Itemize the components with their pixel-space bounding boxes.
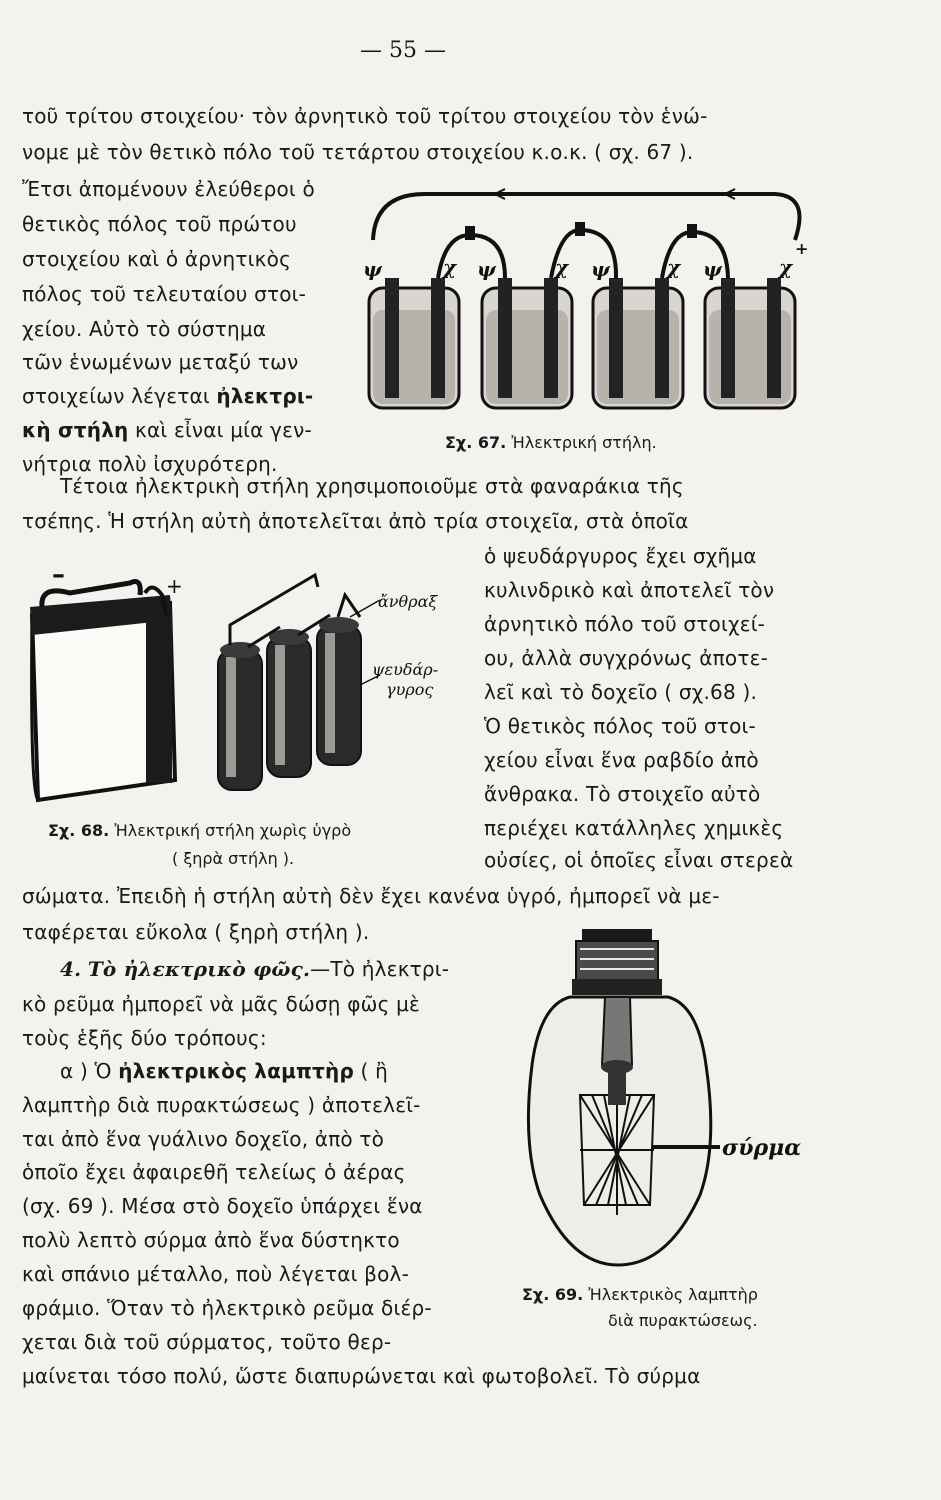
text-line: πολὺ λεπτὸ σύρμα ἀπὸ ἕνα δύστηκτο xyxy=(22,1228,400,1252)
plus-sign: + xyxy=(166,574,183,598)
text-line: οὐσίες, οἱ ὁποῖες εἶναι στερεὰ xyxy=(484,848,794,872)
minus-sign: – xyxy=(52,565,65,590)
text-line: Τέτοια ἠλεκτρικὴ στήλη χρησιμοποιοῦμε στὰ φαναράκια τῆς xyxy=(60,474,684,498)
bold-term: ἠλεκτρι- xyxy=(216,384,314,408)
figure-69-light-bulb xyxy=(510,925,830,1280)
bold-term: κὴ στήλη xyxy=(22,418,129,442)
text-line: κυλινδρικὸ καὶ ἀποτελεῖ τὸν xyxy=(484,578,775,602)
text-line: χείου. Αὐτὸ τὸ σύστημα xyxy=(22,317,267,341)
text-line: χείου εἶναι ἕνα ραβδίο ἀπὸ xyxy=(484,748,759,772)
text-line: τοῦ τρίτου στοιχείου· τὸν ἀρνητικὸ τοῦ τρίτου στοιχείου τὸν ἑνώ- xyxy=(22,104,708,128)
electrode-label: χ xyxy=(667,255,681,279)
text-line: Ἔτσι ἀπομένουν ἐλεύθεροι ὁ xyxy=(22,177,315,201)
text-line: τῶν ἑνωμένων μεταξύ των xyxy=(22,350,299,374)
plus-sign: + xyxy=(795,239,809,258)
figure-69-caption: Σχ. 69. Ἠλεκτρικὸς λαμπτὴρ xyxy=(522,1285,758,1304)
text-line: μαίνεται τόσο πολύ, ὥστε διαπυρώνεται καὶ φωτοβολεῖ. Τὸ σύρμα xyxy=(22,1364,701,1388)
text-line: ἀρνητικὸ πόλο τοῦ στοιχεί- xyxy=(484,612,766,636)
text-run: στοιχείων λέγεται xyxy=(22,384,210,408)
label-carbon: ἄνθραξ xyxy=(378,592,438,611)
section-heading-line xyxy=(60,955,449,983)
page-number: — 55 — xyxy=(360,38,446,63)
figure-67-caption: Σχ. 67. Ἠλεκτρική στήλη. xyxy=(445,433,657,452)
electrode-label: ψ xyxy=(703,257,722,281)
figure-68-caption: Σχ. 68. Ἠλεκτρική στήλη χωρὶς ὑγρὸ xyxy=(48,821,352,840)
text-line: νομε μὲ τὸν θετικὸ πόλο τοῦ τετάρτου στοιχείου κ.ο.κ. ( σχ. 67 ). xyxy=(22,140,694,164)
text-line xyxy=(22,416,312,444)
text-line: ται ἀπὸ ἕνα γυάλινο δοχεῖο, ἀπὸ τὸ xyxy=(22,1127,385,1151)
electrode-label: ψ xyxy=(591,257,610,281)
text-line: χεται διὰ τοῦ σύρματος, τοῦτο θερ- xyxy=(22,1330,392,1354)
text-line: ὁποῖο ἔχει ἀφαιρεθῆ τελείως ὁ ἀέρας xyxy=(22,1160,406,1184)
figure-67-battery xyxy=(355,180,825,420)
text-line: θετικὸς πόλος τοῦ πρώτου xyxy=(22,212,297,236)
electrode-label: ψ xyxy=(477,257,496,281)
text-line: ὁ ψευδάργυρος ἔχει σχῆμα xyxy=(484,544,757,568)
text-run: ( ἢ xyxy=(360,1059,388,1083)
text-line: λαμπτὴρ διὰ πυρακτώσεως ) ἀποτελεῖ- xyxy=(22,1093,421,1117)
figure-68-dry-cell xyxy=(20,565,480,810)
text-line: τσέπης. Ἡ στήλη αὐτὴ ἀποτελεῖται ἀπὸ τρία στοιχεῖα, στὰ ὁποῖα xyxy=(22,509,689,533)
text-line: (σχ. 69 ). Μέσα στὸ δοχεῖο ὑπάρχει ἕνα xyxy=(22,1194,423,1218)
text-line: στοιχείου καὶ ὁ ἀρνητικὸς xyxy=(22,247,292,271)
electrode-label: ψ xyxy=(363,257,382,281)
text-line: τοὺς ἑξῆς δύο τρόπους: xyxy=(22,1026,267,1050)
figure-68-caption-line2: ( ξηρὰ στήλη ). xyxy=(172,849,295,868)
text-line: νήτρια πολὺ ἰσχυρότερη. xyxy=(22,452,278,476)
text-line xyxy=(60,1057,388,1085)
text-run: καὶ εἶναι μία γεν- xyxy=(135,418,312,442)
text-line: καὶ σπάνιο μέταλλο, ποὺ λέγεται βολ- xyxy=(22,1262,410,1286)
text-line: σώματα. Ἐπειδὴ ἡ στήλη αὐτὴ δὲν ἔχει κανένα ὑγρό, ἠμπορεῖ νὰ με- xyxy=(22,884,720,908)
text-line: Ὁ θετικὸς πόλος τοῦ στοι- xyxy=(484,714,756,738)
section-title: Τὸ ἠλεκτρικὸ φῶς. xyxy=(87,957,311,981)
text-run: —Τὸ ἠλεκτρι- xyxy=(310,957,450,981)
section-number: 4. xyxy=(60,957,82,981)
figure-69-caption-line2: διὰ πυρακτώσεως. xyxy=(608,1311,758,1330)
label-zinc: ψευδάρ- xyxy=(372,660,439,679)
text-run: α ) Ὁ xyxy=(60,1059,112,1083)
text-line: λεῖ καὶ τὸ δοχεῖο ( σχ.68 ). xyxy=(484,680,758,704)
text-line: κὸ ρεῦμα ἠμπορεῖ νὰ μᾶς δώσῃ φῶς μὲ xyxy=(22,992,421,1016)
text-line: φράμιο. Ὅταν τὸ ἠλεκτρικὸ ρεῦμα διέρ- xyxy=(22,1296,432,1320)
label-zinc: γυρος xyxy=(386,680,434,699)
text-line: ἄνθρακα. Τὸ στοιχεῖο αὐτὸ xyxy=(484,782,761,806)
text-line xyxy=(22,382,313,410)
text-line: ταφέρεται εὔκολα ( ξηρὴ στήλη ). xyxy=(22,920,370,944)
text-line: ου, ἀλλὰ συγχρόνως ἀποτε- xyxy=(484,646,769,670)
electrode-label: χ xyxy=(555,255,569,279)
label-wire: σύρμα xyxy=(722,1135,802,1161)
bold-term: ἠλεκτρικὸς λαμπτὴρ xyxy=(118,1059,354,1083)
electrode-label: χ xyxy=(443,255,457,279)
text-line: περιέχει κατάλληλες χημικὲς xyxy=(484,816,784,840)
electrode-label: χ xyxy=(779,255,793,279)
connecting-wire xyxy=(373,194,800,240)
text-line: πόλος τοῦ τελευταίου στοι- xyxy=(22,282,307,306)
